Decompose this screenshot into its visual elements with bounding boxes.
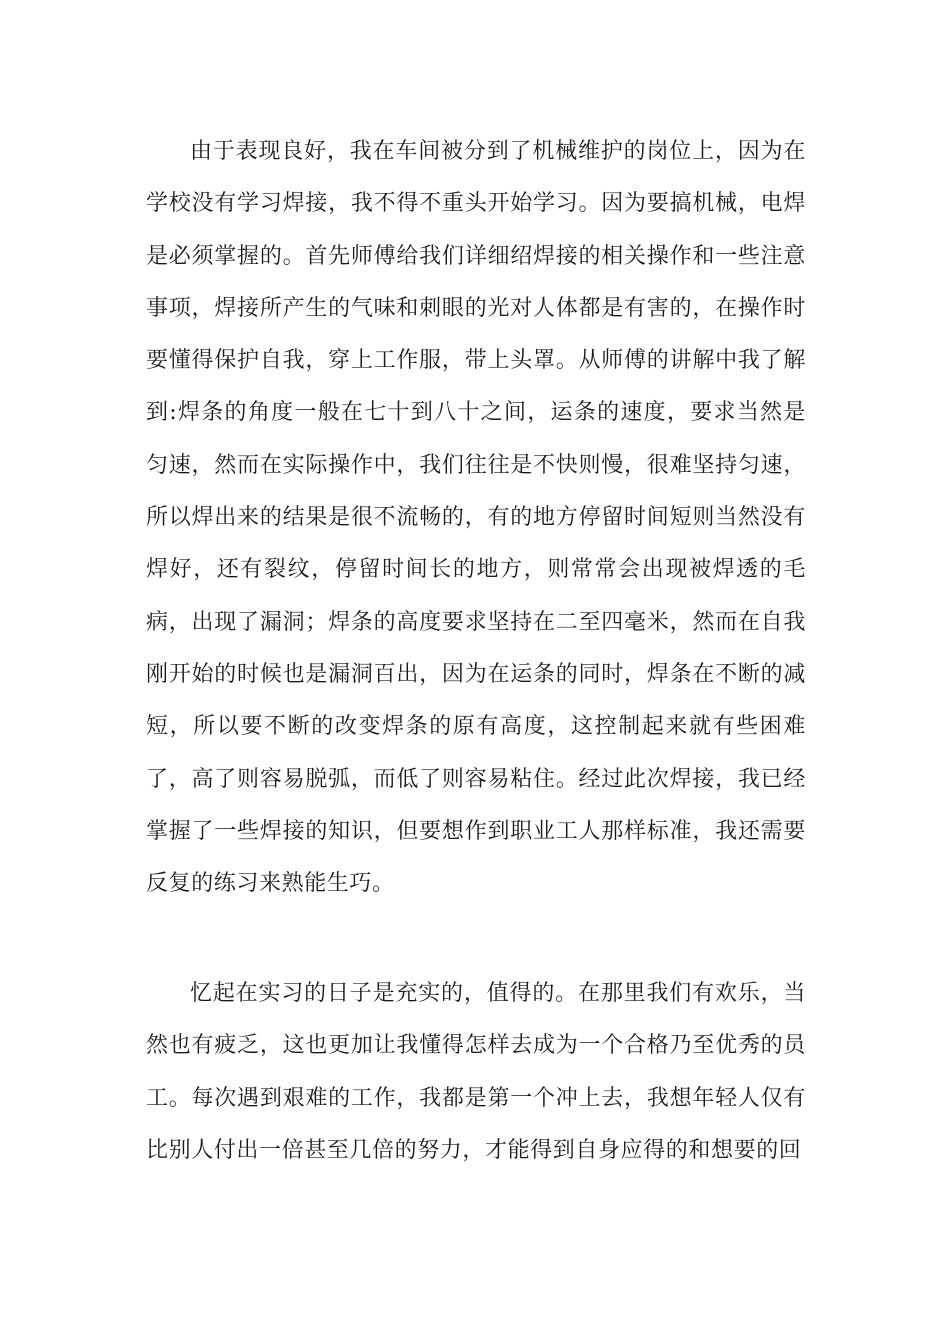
paragraph-internship-reflection: 忆起在实习的日子是充实的，值得的。在那里我们有欢乐，当然也有疲乏，这也更加让我懂得怎样去成为一个合格乃至优秀的员工。每次遇到艰难的工作，我都是第一个冲上去，我想年轻人仅有比别人付出一倍甚至几倍的努力，才能得到自身应得的和想要的回 bbox=[146, 981, 806, 1163]
paragraph-welding-practice: 由于表现良好，我在车间被分到了机械维护的岗位上，因为在学校没有学习焊接，我不得不重头开始学习。因为要搞机械，电焊是必须掌握的。首先师傅给我们详细绍焊接的相关操作和一些注意事项，焊接所产生的气味和刺眼的光对人体都是有害的，在操作时要懂得保护自我，穿上工作服，带上头罩。从师傅的讲解中我了解到:焊条的角度一般在七十到八十之间，运条的速度，要求当然是匀速，然而在实际操作中，我们往往是不快则慢，很难坚持匀速，所以焊出来的结果是很不流畅的，有的地方停留时间短则当然没有焊好，还有裂纹，停留时间长的地方，则常常会出现被焊透的毛病，出现了漏洞；焊条的高度要求坚持在二至四毫米，然而在自我刚开始的时候也是漏洞百出，因为在运条的同时，焊条在不断的减短，所以要不断的改变焊条的原有高度，这控制起来就有些困难了，高了则容易脱弧，而低了则容易粘住。经过此次焊接，我已经掌握了一些焊接的知识，但要想作到职业工人那样标准，我还需要反复的练习来熟能生巧。 bbox=[146, 139, 806, 897]
